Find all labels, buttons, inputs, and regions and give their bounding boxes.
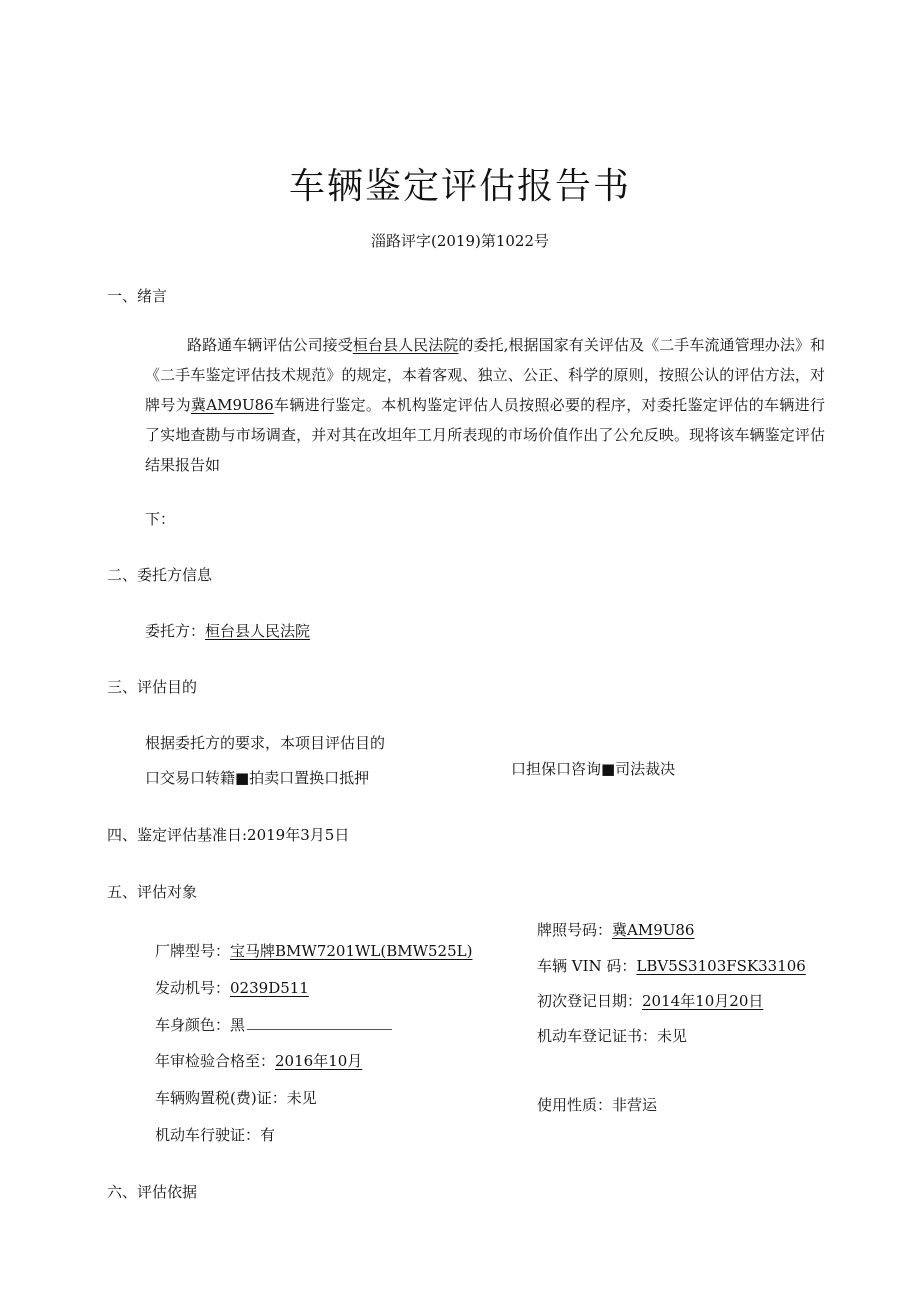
registration-cert-value: 未见 — [657, 1027, 688, 1045]
driving-license-value: 有 — [260, 1126, 276, 1144]
vin-value: LBV5S3103FSK33106 — [636, 957, 806, 975]
registration-cert-row — [537, 1025, 687, 1046]
section-1-heading: 一、绪言 — [107, 287, 168, 305]
body-color-label: 车身颜色： — [155, 1016, 231, 1034]
purchase-tax-value: 未见 — [286, 1089, 317, 1107]
intro-text-3: 车辆进行鉴定。本机构鉴定评估人员按照必要的程序，对委托鉴定评估的车辆进行了实地查勘与市场调查，并对其在改坦年工月所表现的市场价值作出了公允反映。现将该车辆鉴定评估结果报告如 — [145, 396, 825, 474]
purchase-tax-row — [155, 1087, 317, 1108]
intro-text-1: 路路通车辆评估公司接受 — [187, 336, 353, 354]
engine-number-row — [155, 977, 309, 998]
purpose-options-right: 口担保口咨询■司法裁决 — [511, 760, 676, 778]
intro-plate-number: 冀AM9U86 — [190, 396, 274, 414]
vin-label: 车辆 VIN 码： — [537, 957, 637, 975]
section-5-heading: 五、评估对象 — [107, 883, 198, 901]
body-color-fill-line — [247, 1015, 392, 1030]
plate-number-label: 牌照号码： — [537, 921, 613, 939]
section-2-heading: 二、委托方信息 — [107, 566, 213, 584]
brand-model-value: 宝马牌BMW7201WL(BMW525L) — [230, 942, 473, 960]
inspection-label: 年审检验合格至： — [155, 1052, 276, 1070]
driving-license-row — [155, 1124, 275, 1145]
intro-text-2: 的委托,根据国家有关评估及《二手车流通管理办法》和《二手车鉴定评估技术规范》的规定，本着客观、独立、公正、科学的原则，按照公认的评估方法，对牌号为 — [145, 336, 825, 414]
section-6-heading: 六、评估依据 — [107, 1183, 198, 1201]
usage-nature-label: 使用性质： — [537, 1096, 613, 1114]
intro-client-name: 桓台县人民法院 — [352, 336, 459, 354]
purpose-options-left: 口交易口转籍■拍卖口置换口抵押 — [145, 769, 370, 787]
section-4-heading: 四、鉴定评估基准日:2019年3月5日 — [107, 826, 350, 844]
brand-model-row — [155, 940, 472, 961]
report-title: 车辆鉴定评估报告书 — [288, 166, 631, 207]
engine-number-label: 发动机号： — [155, 979, 231, 997]
engine-number-value: 0239D511 — [230, 979, 309, 997]
plate-number-value: 冀AM9U86 — [612, 921, 695, 939]
registration-cert-label: 机动车登记证书： — [537, 1027, 658, 1045]
purchase-tax-label: 车辆购置税(费)证： — [155, 1089, 287, 1107]
section-3-heading: 三、评估目的 — [107, 678, 198, 696]
document-number: 淄路评字(2019)第1022号 — [370, 232, 550, 250]
inspection-row — [155, 1050, 362, 1071]
first-registration-row — [537, 990, 763, 1011]
client-value: 桓台县人民法院 — [205, 622, 311, 640]
body-color-value: 黑 — [230, 1016, 246, 1034]
inspection-value: 2016年10月 — [275, 1052, 363, 1070]
body-color-row — [155, 1014, 392, 1035]
introduction-paragraph — [145, 330, 825, 480]
plate-number-row — [537, 919, 694, 940]
purpose-intro: 根据委托方的要求，本项目评估目的 — [145, 734, 386, 752]
driving-license-label: 机动车行驶证： — [155, 1126, 261, 1144]
first-registration-value: 2014年10月20日 — [642, 992, 764, 1010]
usage-nature-row — [537, 1094, 657, 1115]
usage-nature-value: 非营运 — [612, 1096, 658, 1114]
brand-model-label: 厂牌型号： — [155, 942, 231, 960]
first-registration-label: 初次登记日期： — [537, 992, 643, 1010]
intro-tail: 下： — [145, 510, 176, 528]
client-label: 委托方： — [145, 622, 206, 640]
vin-row — [537, 955, 806, 976]
client-row — [145, 620, 310, 641]
